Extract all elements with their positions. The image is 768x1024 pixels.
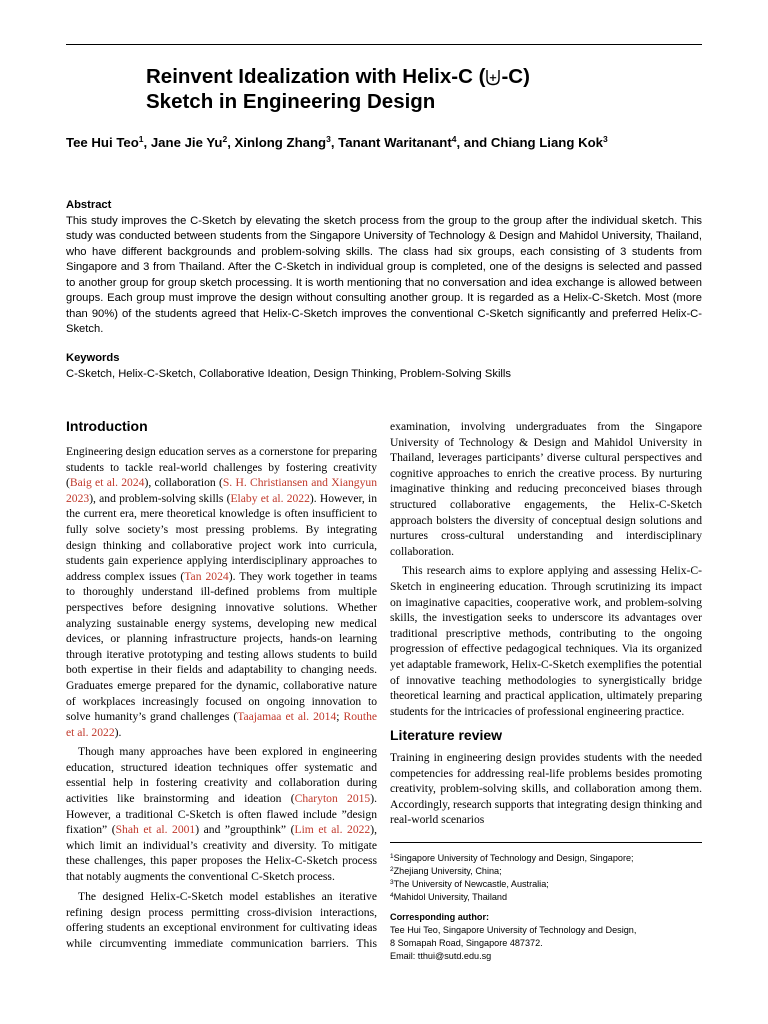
keywords-section	[66, 351, 702, 382]
footnote-item: $^1$Singapore University of Technology and Design, Singapore;	[390, 853, 634, 863]
citation-link[interactable]: Charyton 2015	[294, 792, 371, 806]
paper-title	[146, 64, 686, 114]
author-list: Tee Hui Teo$^1$, Jane Jie Yu$^2$, Xinlong Zhang$^3$, Tanant Waritanant$^4$, and Chiang Liang Kok$^3$	[66, 134, 608, 150]
keywords-text: C-Sketch, Helix-C-Sketch, Collaborative Ideation, Design Thinking, Problem-Solving Skills	[66, 367, 511, 380]
introduction-heading: Introduction	[66, 418, 148, 434]
abstract-section	[66, 198, 702, 338]
citation-link[interactable]: Shah et al. 2001	[115, 823, 196, 837]
intro-paragraph-4: This research aims to explore applying and assessing Helix-C-Sketch in engineering education. Through scrutinizing its impact on imaginative capacities, cooperative work, and problem-solving skills, the investigation seeks to underscore its advantages over traditional prescriptive methods, contributing to the ongoing progression of effective pedagogical techniques. Via its organized yet adaptable framework, Helix-C-Sketch exemplifies the potential of innovative teaching methodologies to synergistically bridge theoretical learning and practical application, ultimately preparing students for the intricacies of professional engineering practice.	[390, 564, 702, 718]
title-line-2: Sketch in Engineering Design	[146, 90, 436, 113]
footnote-item: $^3$The University of Newcastle, Australia;	[390, 879, 549, 889]
intro-paragraph-3-start: The designed Helix-C-Sketch model establishes an iterative refining design process permitting cross-division interactions, offering students an exceptional environment for cultivating ideas while circumventing immediate communication barriers. This	[66, 890, 377, 950]
top-rule	[66, 44, 702, 45]
citation-link[interactable]: Elaby et al. 2022	[230, 491, 310, 505]
author: Tanant Waritanant$^4$	[338, 134, 457, 150]
author: Xinlong Zhang$^3$	[234, 134, 331, 150]
footnote-item: $^4$Mahidol University, Thailand	[390, 892, 508, 902]
keywords-heading: Keywords	[66, 352, 120, 364]
literature-review-heading: Literature review	[390, 727, 503, 743]
intro-paragraph-3-continued: examination, involving undergraduates from the Singapore University of Technology & Design and Mahidol University in Thailand, leverages participants’ diverse cultural perspectives and cognitive approaches to enrich the creative process. By nurturing imaginative thinking and reducing preconceived biases through structured collaborative engagements, the Helix-C-Sketch approach bolsters the diversity of conceptual design solutions and nurtures cross-cultural understanding and interdisciplinary collaboration.	[390, 420, 702, 558]
author: Jane Jie Yu$^2$	[150, 134, 228, 150]
abstract-text: This study improves the C-Sketch by elevating the sketch process from the group to the group after the individual sketch. This study was conducted between students from the Singapore University of Technology & Design and Mahidol University, Thailand, who have different backgrounds and problem-solving skills. The class had six groups, each consisting of 3 students from Singapore and 3 from Thailand. After the C-Sketch in individual group is completed, one of the designs is selected and passed to another group for group sketch processing. It is worth mentioning that no conversation and idea exchange is allowed between groups. Each group must improve the design without consulting another group. It is regarded as a Helix-C-Sketch. Most (more than 90%) of the students agreed that Helix-C-Sketch improves the conventional C-Sketch significantly and preferred Helix-C-Sketch.	[66, 214, 702, 335]
corresponding-email: Email: tthui@sutd.edu.sg	[390, 951, 492, 961]
author: Tee Hui Teo$^1$	[66, 134, 144, 150]
left-column	[66, 444, 377, 885]
citation-link[interactable]: Taajamaa et al. 2014	[237, 710, 337, 724]
title-line-1: Reinvent Idealization with Helix-C ( -C)	[146, 65, 530, 88]
citation-link[interactable]: Tan 2024	[184, 569, 229, 583]
corresponding-line: 8 Somapah Road, Singapore 487372.	[390, 938, 543, 948]
footnote-item: $^2$Zhejiang University, China;	[390, 866, 502, 876]
footnote-rule	[390, 842, 702, 843]
intro-paragraph-2: Though many approaches have been explored in engineering education, structured ideation techniques offer systematic and essential help in fostering creativity and collaboration during activities like brainstorming and ideation (Charyton 2015). However, a traditional C-Sketch is often flawed include ”design fixation” (Shah et al. 2001) and ”groupthink” (Lim et al. 2022), which limit an individual’s creativity and diversity. To mitigate these challenges, this paper proposes the Helix-C-Sketch process that notably augments the conventional C-Sketch process.	[66, 745, 377, 884]
corresponding-heading: Corresponding author:	[390, 912, 490, 922]
abstract-heading: Abstract	[66, 199, 112, 211]
citation-link[interactable]: Routhe et al. 2022	[66, 710, 378, 739]
corresponding-line: Tee Hui Teo, Singapore University of Technology and Design,	[390, 925, 637, 935]
corresponding-author	[390, 911, 710, 963]
author: Chiang Liang Kok$^3$	[490, 134, 608, 150]
citation-link[interactable]: Lim et al. 2022	[294, 823, 371, 837]
intro-paragraph-1: Engineering design education serves as a cornerstone for preparing students to tackle real-world challenges by fostering creativity (Baig et al. 2024), collaboration (S. H. Christiansen and Xiangyun 2023), and problem-solving skills (Elaby et al. 2022). However, in the current era, mere theoretical knowledge is often insufficient to fully solve society’s most pressing problems. By integrating design thinking and collaborative project work into curricula, students gain experience applying interdisciplinary approaches to address complex issues (Tan 2024). They work together in teams to thoroughly understand ill-defined problems from multiple perspectives before designing innovative solutions. Whether analyzing sustainable energy systems, developing new medical devices, or planning infrastructure projects, hands-on learning through iterative prototyping and testing allows students to build both expertise in their fields and adaptability to changing needs. Graduates emerge prepared for the dynamic, collaborative nature of workplaces increasingly focused on ongoing innovation to solve humanity’s grand challenges (Taajamaa et al. 2014; Routhe et al. 2022).	[66, 445, 378, 739]
literature-paragraph-1: Training in engineering design provides students with the needed competencies for addressing real-life problems besides promoting creativity, problem-solving skills, and collaboration among them. Accordingly, research supports that integrating design thinking and real-world scenarios	[390, 751, 702, 827]
citation-link[interactable]: S. H. Christiansen and Xiangyun 2023	[66, 476, 377, 505]
citation-link[interactable]: Baig et al. 2024	[69, 476, 145, 490]
affiliation-footnotes	[390, 852, 710, 904]
right-column	[390, 419, 702, 719]
helix-icon	[485, 69, 501, 86]
